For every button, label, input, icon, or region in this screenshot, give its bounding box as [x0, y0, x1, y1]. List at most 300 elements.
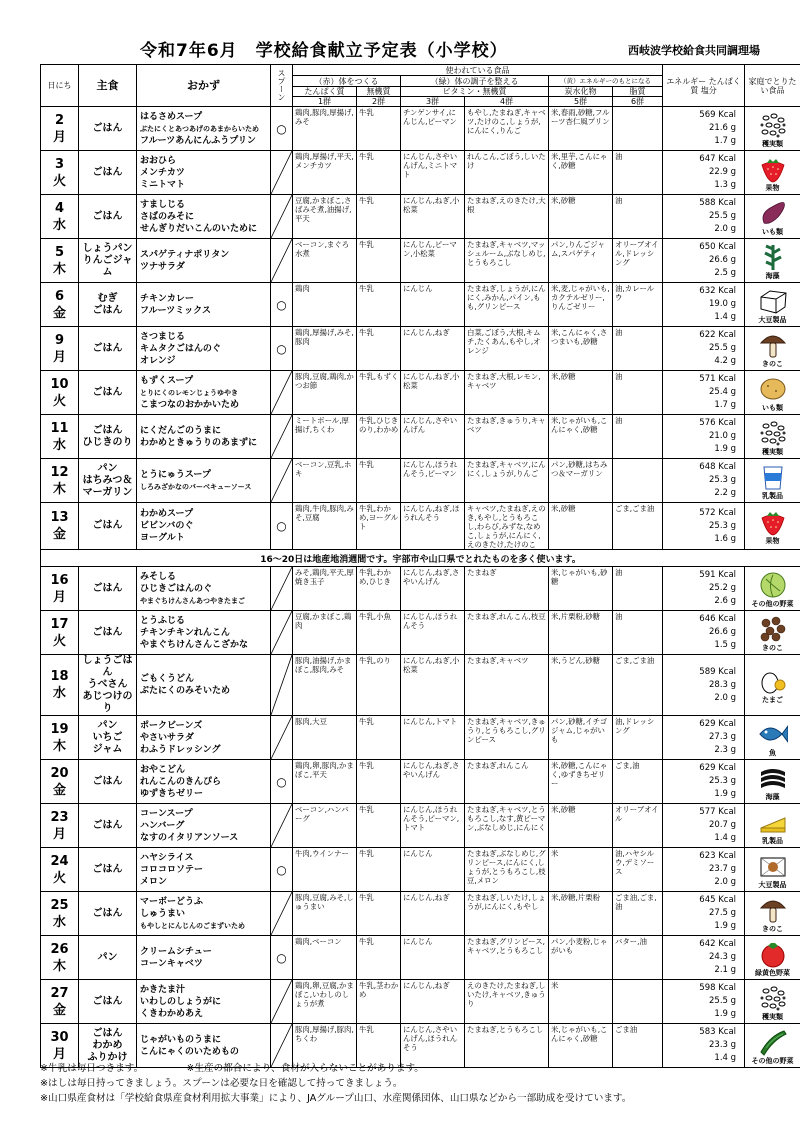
ingredient-text: 牛乳: [359, 761, 374, 770]
ingredient-text: 豚肉,油揚げ,かまぼこ,豚肉,みそ: [295, 656, 352, 674]
spoon-slash: [271, 804, 292, 847]
home-food-cell: [745, 848, 800, 892]
ingredient-g4-cell: [465, 655, 549, 716]
spoon-cell: [271, 503, 293, 550]
menu-row: [41, 611, 800, 655]
staple-cell: [79, 503, 137, 550]
ingredient-text: たまねぎ,ぶなしめじ,グリンピース,にんにく,しょうが,とうもろこし,枝豆,メロン: [467, 849, 546, 885]
ingredient-text: 米,じゃがいも,こんにゃく,砂糖: [551, 1025, 608, 1043]
staple-item: ごはん: [92, 1027, 123, 1039]
dish-item: ポークビーンズ: [140, 720, 203, 731]
ingredient-text: 米,砂糖: [551, 196, 576, 205]
ingredient-text: 油: [615, 196, 623, 205]
staple-item: ひじきのり: [82, 436, 133, 448]
ingredient-g2-cell: [357, 327, 401, 371]
ingredient-g4-cell: [465, 327, 549, 371]
ingredient-text: たまねぎ,キャベツ: [467, 656, 529, 665]
ingredient-g2-cell: [357, 716, 401, 760]
staple-cell: [79, 936, 137, 980]
ingredient-text: にんじん,ねぎ,さやいんげん: [403, 761, 460, 779]
ingredient-g5-cell: [549, 655, 613, 716]
protein-value: 25.5 g: [709, 996, 737, 1006]
spoon-cell: [271, 195, 293, 239]
menu-row: [41, 283, 800, 327]
salt-value: 4.2 g: [714, 356, 737, 366]
ingredient-text: 米,片栗粉,砂糖: [551, 612, 601, 621]
ingredient-text: 牛乳: [359, 805, 374, 814]
nutrition-cell: [663, 760, 745, 804]
ingredient-text: 牛乳,のり: [359, 656, 391, 665]
energy-value: 623 Kcal: [699, 851, 737, 861]
dish-item: しろみざかなのバーベキューソース: [140, 482, 252, 491]
home-food-cell: [745, 655, 800, 716]
ingredient-g5-cell: [549, 327, 613, 371]
mushroom-icon: [754, 330, 792, 360]
staple-item: わかめ: [92, 1039, 123, 1051]
ingredient-g4-cell: [465, 936, 549, 980]
spoon-mark: ○: [276, 121, 287, 136]
ingredient-g5-cell: [549, 151, 613, 195]
ingredient-g1-cell: [293, 195, 357, 239]
ingredient-text: 牛乳,小魚: [359, 612, 391, 621]
home-food-cell: [745, 239, 800, 283]
dish-item: やさいサラダ: [140, 732, 194, 743]
ingredient-g1-cell: [293, 151, 357, 195]
salt-value: 2.0 g: [714, 877, 737, 887]
footer-note: ※山口県産食材は「学校給食県産食材利用拡大事業」により、JAグループ山口、水産関係団体、山口県などから一部助成を受けています。: [40, 1093, 632, 1104]
staple-cell: [79, 848, 137, 892]
nutrition-cell: [663, 459, 745, 503]
staple-item: ごはん: [92, 122, 123, 134]
staple-item: むぎ: [97, 292, 118, 304]
ingredient-text: 鶏肉,卵,豆腐,かまぼこ,いわしのしょうが煮: [295, 981, 354, 1008]
dishes-cell: [137, 655, 271, 716]
dish-item: しゅうまい: [140, 908, 186, 919]
staple-item: ごはん: [92, 775, 123, 787]
strawberry-icon: [754, 507, 792, 537]
ingredient-g3-cell: [401, 804, 465, 848]
dish-item: こまつなのおかかいため: [140, 399, 240, 410]
date-day: 19: [50, 721, 69, 737]
staple-item: ごはん: [92, 626, 123, 638]
ingredient-g1-cell: [293, 371, 357, 415]
egg-icon: [754, 666, 792, 696]
dish-item: かきたま汁: [140, 984, 186, 995]
ingredient-g3-cell: [401, 239, 465, 283]
date-cell: [41, 980, 79, 1024]
ingredient-g3-cell: [401, 980, 465, 1024]
date-day: 12: [50, 464, 69, 480]
ingredient-g2-cell: [357, 892, 401, 936]
ingredient-text: たまねぎ,キャベツ,にんにく,しょうが,りんご: [467, 460, 546, 478]
menu-table: [40, 64, 800, 1068]
ingredient-g1-cell: [293, 716, 357, 760]
sweetpotato-icon: [754, 198, 792, 228]
staple-cell: [79, 151, 137, 195]
salt-value: 1.3 g: [714, 180, 737, 190]
ingredient-text: 白菜,ごぼう,大根,キムチ,たくあん,もやし,オレンジ: [467, 328, 541, 355]
ingredient-text: 牛乳: [359, 893, 374, 902]
menu-row: [41, 151, 800, 195]
home-food-label: いも類: [762, 403, 784, 412]
staple-cell: [79, 611, 137, 655]
ingredient-g6-cell: [613, 459, 663, 503]
energy-value: 648 Kcal: [699, 462, 737, 472]
ingredient-g3-cell: [401, 655, 465, 716]
ingredient-g1-cell: [293, 611, 357, 655]
home-food-label: きのこ: [762, 924, 784, 933]
home-food-cell: [745, 892, 800, 936]
ingredient-text: にんじん,ねぎ,小松菜: [403, 196, 460, 214]
menu-row: [41, 936, 800, 980]
dish-item: ハンバーグ: [140, 820, 185, 831]
ingredient-text: にんじん,ほうれんそう,ピーマン: [403, 460, 458, 478]
ingredient-text: たまねぎ,えのきたけ,大根: [467, 196, 546, 214]
salt-value: 1.4 g: [714, 312, 737, 322]
ingredient-g1-cell: [293, 760, 357, 804]
home-food-label: 穫実類: [762, 1012, 784, 1021]
spoon-cell: [271, 107, 293, 151]
date-day: 27: [50, 985, 69, 1001]
home-food-cell: [745, 716, 800, 760]
home-food-label: 乳製品: [762, 491, 784, 500]
ingredient-g2-cell: [357, 195, 401, 239]
date-day: 18: [50, 669, 69, 684]
spoon-mark: ○: [276, 774, 287, 789]
ingredient-text: 米,こんにゃく,さつまいも,砂糖: [551, 328, 608, 346]
dish-item: マーボーどうふ: [140, 896, 204, 907]
footer-notes: [40, 1061, 760, 1106]
spoon-slash: [271, 716, 292, 759]
ingredient-g5-cell: [549, 760, 613, 804]
dish-item: コーンスープ: [140, 808, 193, 819]
ingredient-g3-cell: [401, 459, 465, 503]
spoon-cell: [271, 567, 293, 611]
spoon-slash: [271, 239, 292, 282]
date-day: 23: [50, 809, 69, 825]
date-day: 10: [50, 376, 69, 392]
ingredient-g4-cell: [465, 716, 549, 760]
ingredient-g3-cell: [401, 611, 465, 655]
date-weekday: 金: [52, 1002, 66, 1018]
ingredient-g3-cell: [401, 892, 465, 936]
ingredient-g2-cell: [357, 567, 401, 611]
ingredient-text: チンゲンサイ,にんじん,ピーマン: [403, 108, 457, 126]
dishes-cell: [137, 107, 271, 151]
header-group-1: 1群: [293, 97, 357, 107]
ingredient-text: にんじん,さやいんげん,ミニトマト: [403, 152, 458, 179]
salt-value: 1.7 g: [714, 400, 737, 410]
staple-item: いちご: [92, 731, 123, 743]
ingredient-g5-cell: [549, 716, 613, 760]
ingredient-text: 牛乳: [359, 1025, 374, 1034]
dish-item: チキンカレー: [140, 293, 194, 304]
dishes-cell: [137, 327, 271, 371]
protein-value: 25.3 g: [709, 520, 737, 531]
ingredient-text: 豚肉,厚揚げ,豚肉,ちくわ: [295, 1025, 354, 1043]
date-day: 11: [50, 420, 69, 436]
date-cell: [41, 151, 79, 195]
ingredient-g3-cell: [401, 503, 465, 550]
staple-item: ごはん: [92, 995, 123, 1007]
staple-item: りんごジャム: [82, 254, 133, 278]
rice-icon: [754, 110, 792, 140]
ingredient-g2-cell: [357, 848, 401, 892]
home-food-cell: [745, 151, 800, 195]
ingredient-text: 米,麦,じゃがいも,カクテルゼリー,りんごゼリー: [551, 284, 610, 311]
dish-item: フルーツミックス: [140, 305, 212, 316]
dish-item: ミニトマト: [140, 179, 186, 190]
dish-item: メンチカツ: [140, 167, 185, 178]
home-food-cell: [745, 503, 800, 550]
salt-value: 2.1 g: [714, 965, 737, 975]
nutrition-cell: [663, 195, 745, 239]
dish-item: とうにゅうスープ: [140, 469, 211, 480]
ingredient-g2-cell: [357, 760, 401, 804]
spoon-slash: [271, 655, 292, 715]
ingredient-g6-cell: [613, 716, 663, 760]
salt-value: 2.0 g: [714, 692, 737, 703]
staple-cell: [79, 459, 137, 503]
staple-item: ふりかけ: [87, 1051, 128, 1063]
ingredient-g1-cell: [293, 567, 357, 611]
date-cell: [41, 327, 79, 371]
ingredient-text: キャベツ,たまねぎ,えのき,もやし,とうもろこし,わらび,みずな,なめこ,しょうが,にんにく,えのきたけ,たけのこ: [467, 504, 546, 549]
header-yellow-group: （黄）エネルギーのもとになる: [549, 76, 663, 87]
home-food-cell: [745, 371, 800, 415]
ingredient-text: にんじん,ねぎ,小松菜: [403, 372, 460, 390]
ingredient-g2-cell: [357, 415, 401, 459]
header-date: 日にち: [41, 65, 79, 107]
ingredient-text: 牛乳,茎わかめ: [359, 981, 399, 999]
staple-item: ごはん: [92, 386, 123, 398]
ingredient-g3-cell: [401, 283, 465, 327]
spoon-cell: [271, 327, 293, 371]
staple-cell: [79, 892, 137, 936]
staple-item: ごはん: [92, 819, 123, 831]
ingredient-g1-cell: [293, 503, 357, 550]
ingredient-g6-cell: [613, 371, 663, 415]
dish-item: ぶたにくとあつあげのあまからいため: [140, 124, 259, 133]
dish-item: おおひら: [140, 155, 177, 166]
dish-item: ごもくうどん: [140, 674, 195, 684]
menu-row: [41, 415, 800, 459]
page-header: [40, 36, 760, 64]
home-food-label: 緑黄色野菜: [755, 968, 791, 977]
home-food-cell: [745, 804, 800, 848]
date-weekday: 月: [52, 1046, 66, 1062]
menu-row: [41, 848, 800, 892]
spoon-cell: [271, 760, 293, 804]
spoon-slash: [271, 151, 292, 194]
home-food-label: いも類: [762, 227, 784, 236]
salt-value: 2.3 g: [714, 745, 737, 755]
ingredient-g2-cell: [357, 283, 401, 327]
ingredient-text: 牛肉,ウインナー: [295, 849, 349, 858]
spoon-slash: [271, 415, 292, 458]
energy-value: 577 Kcal: [699, 807, 737, 817]
dishes-cell: [137, 936, 271, 980]
energy-value: 589 Kcal: [699, 666, 737, 677]
ingredient-g3-cell: [401, 107, 465, 151]
ingredient-text: たまねぎ,大根,レモン,キャベツ: [467, 372, 541, 390]
ingredient-text: 油: [615, 152, 623, 161]
ingredient-g5-cell: [549, 611, 613, 655]
protein-value: 26.6 g: [709, 627, 737, 637]
date-weekday: 月: [52, 589, 66, 605]
ingredient-g5-cell: [549, 107, 613, 151]
ingredient-g5-cell: [549, 503, 613, 550]
ingredient-g1-cell: [293, 804, 357, 848]
ingredient-text: たまねぎ,しょうが,にんにく,みかん,パイン,もも,グリンピース: [467, 284, 546, 311]
spoon-slash: [271, 892, 292, 935]
staple-cell: [79, 283, 137, 327]
home-food-label: その他の野菜: [751, 599, 794, 608]
date-cell: [41, 107, 79, 151]
protein-value: 21.6 g: [709, 123, 737, 133]
dish-item: フルーツあんにんふうプリン: [140, 135, 256, 146]
home-food-label: 乳製品: [762, 836, 784, 845]
ingredient-g2-cell: [357, 107, 401, 151]
ingredient-g4-cell: [465, 503, 549, 550]
nutrition-cell: [663, 892, 745, 936]
protein-value: 19.0 g: [709, 299, 737, 309]
dish-item: コロコロソテー: [140, 864, 204, 875]
date-cell: [41, 804, 79, 848]
dish-item: じゃがいものうまに: [140, 1034, 222, 1045]
energy-value: 650 Kcal: [699, 242, 737, 252]
ingredient-g1-cell: [293, 459, 357, 503]
ingredient-g4-cell: [465, 804, 549, 848]
staple-item: マーガリン: [82, 486, 133, 498]
potato-icon: [754, 374, 792, 404]
ingredient-g5-cell: [549, 195, 613, 239]
ingredient-text: 油: [615, 328, 623, 337]
staple-cell: [79, 716, 137, 760]
dishes-cell: [137, 415, 271, 459]
dish-item: いわしのしょうがに: [140, 996, 222, 1007]
protein-value: 27.5 g: [709, 908, 737, 918]
ingredient-g4-cell: [465, 611, 549, 655]
ingredient-text: 米: [551, 981, 559, 990]
staple-item: はちみつ＆: [82, 474, 133, 486]
ingredient-g2-cell: [357, 655, 401, 716]
date-cell: [41, 459, 79, 503]
ingredient-text: にんじん: [403, 284, 433, 293]
ingredient-text: 米,じゃがいも,砂糖: [551, 568, 608, 586]
header-red-group: （赤）体をつくる: [293, 76, 401, 87]
ingredient-g3-cell: [401, 716, 465, 760]
ingredient-g1-cell: [293, 107, 357, 151]
dishes-cell: [137, 716, 271, 760]
ingredient-text: にんじん,ねぎ,ほうれんそう: [403, 504, 460, 522]
ingredient-text: ごま油,ごま,油: [615, 893, 657, 911]
staple-item: ごはん: [92, 424, 123, 436]
ingredient-text: 米,里芋,こんにゃく,砂糖: [551, 152, 608, 170]
dishes-cell: [137, 239, 271, 283]
staple-item: しょうごはん: [82, 655, 133, 678]
ingredient-text: バター,油: [615, 937, 647, 946]
seaweed2-icon: [754, 763, 792, 793]
ingredient-g6-cell: [613, 503, 663, 550]
rice-icon: [754, 983, 792, 1013]
ingredient-g3-cell: [401, 371, 465, 415]
header-group-2: 2群: [357, 97, 401, 107]
date-cell: [41, 848, 79, 892]
date-day: 24: [50, 853, 69, 869]
staple-item: パン: [97, 719, 118, 731]
ingredient-text: たまねぎ,キャベツ,マッシュルーム,ぶなしめじ,とうもろこし: [467, 240, 546, 267]
ingredient-text: パン,砂糖,はちみつ＆マーガリン: [551, 460, 608, 478]
date-day: 17: [50, 616, 69, 632]
ingredient-g1-cell: [293, 848, 357, 892]
ingredient-text: ごま,ごま油: [615, 504, 655, 513]
ingredient-g5-cell: [549, 415, 613, 459]
strawberry-icon: [754, 154, 792, 184]
home-food-label: 大豆製品: [758, 880, 787, 889]
dish-item: くきわかめあえ: [140, 1008, 204, 1019]
ingredient-g4-cell: [465, 151, 549, 195]
nutrition-cell: [663, 503, 745, 550]
header-green-group: （緑）体の調子を整える: [401, 76, 549, 87]
home-food-label: 大豆製品: [758, 315, 787, 324]
dish-item: こんにゃくのいためもの: [140, 1046, 239, 1057]
ingredient-text: パン,小麦粉,じゃがいも: [551, 937, 608, 955]
spoon-cell: [271, 892, 293, 936]
date-cell: [41, 195, 79, 239]
staple-item: ごはん: [92, 520, 123, 531]
date-day: 30: [50, 1029, 69, 1045]
staple-item: ジャム: [92, 743, 123, 755]
ingredient-text: オリーブオイル: [615, 805, 659, 823]
energy-value: 642 Kcal: [699, 939, 737, 949]
ingredient-text: にんじん,トマト: [403, 717, 458, 726]
spoon-cell: [271, 716, 293, 760]
ingredient-text: 豚肉,豆腐,みそ,しゅうまい: [295, 893, 354, 911]
ingredient-text: 牛乳: [359, 240, 374, 249]
ingredient-g6-cell: [613, 415, 663, 459]
date-cell: [41, 567, 79, 611]
spoon-slash: [271, 611, 292, 654]
spoon-mark: ○: [276, 341, 287, 356]
salt-value: 1.5 g: [714, 640, 737, 650]
ingredient-g1-cell: [293, 415, 357, 459]
ingredient-text: たまねぎ,れんこん: [467, 761, 529, 770]
protein-value: 25.2 g: [709, 583, 737, 593]
date-weekday: 月: [52, 129, 66, 145]
energy-value: 632 Kcal: [699, 286, 737, 296]
spoon-slash: [271, 567, 292, 610]
nutrition-cell: [663, 327, 745, 371]
dish-item: コーンキャベツ: [140, 958, 203, 969]
dish-item: ハヤシライス: [140, 852, 194, 863]
energy-value: 591 Kcal: [699, 570, 737, 580]
ingredient-g3-cell: [401, 415, 465, 459]
ingredient-text: 鶏肉,牛肉,豚肉,みそ,豆腐: [295, 504, 354, 522]
nutrition-cell: [663, 151, 745, 195]
ingredient-text: たまねぎ,キャベツ,きゅうり,とうもろこし,グリンピース: [467, 717, 546, 744]
ingredient-text: みそ,鶏肉,平天,厚焼き玉子: [295, 568, 354, 586]
ingredient-text: ごま,油: [615, 761, 640, 770]
ingredient-g6-cell: [613, 655, 663, 716]
header-group-5: 5群: [549, 97, 613, 107]
salt-value: 1.9 g: [714, 1009, 737, 1019]
energy-value: 583 Kcal: [699, 1027, 737, 1037]
date-cell: [41, 239, 79, 283]
dish-item: はるさめスープ: [140, 111, 203, 122]
ingredient-g6-cell: [613, 936, 663, 980]
ingredient-text: 米,砂糖,こんにゃく,ゆずきちゼリー: [551, 761, 608, 788]
